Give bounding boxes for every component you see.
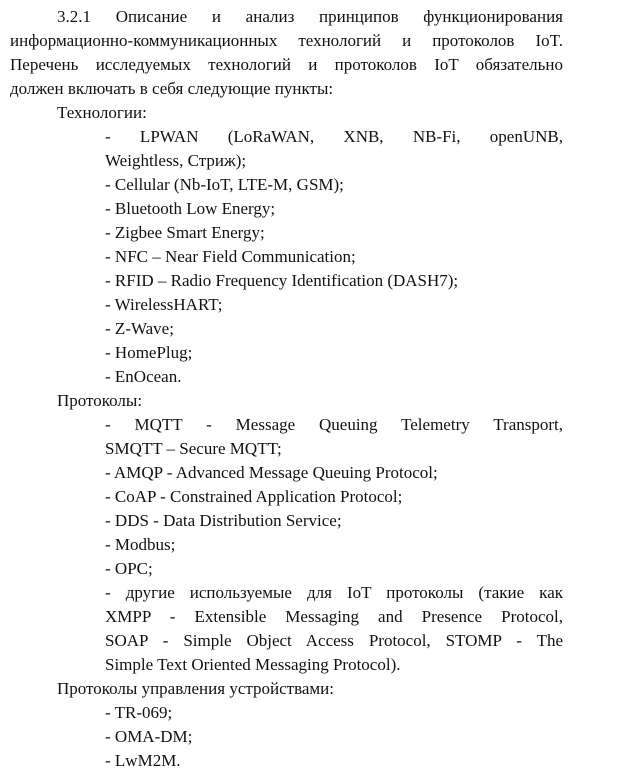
device-management-item: - LwM2M.	[105, 751, 181, 770]
protocol-item: - MQTT - Message Queuing Telemetry Transport,	[105, 415, 563, 434]
protocol-item: - OPC;	[105, 559, 153, 578]
technology-item: - Cellular (Nb-IoT, LTE-M, GSM);	[105, 175, 344, 194]
device-management-item: - TR-069;	[105, 703, 173, 722]
technology-item: Weightless, Стриж);	[105, 151, 247, 170]
intro-line-2: информационно-коммуникационных технологий и протоколов IoT.	[10, 31, 563, 50]
technology-item: - RFID – Radio Frequency Identification (DASH7);	[105, 271, 459, 290]
technology-item: - Zigbee Smart Energy;	[105, 223, 265, 242]
protocol-item: - DDS - Data Distribution Service;	[105, 511, 342, 530]
technology-item: - WirelessHART;	[105, 295, 223, 314]
technology-item: - Bluetooth Low Energy;	[105, 199, 276, 218]
device-management-item: - OMA-DM;	[105, 727, 193, 746]
protocol-item: XMPP - Extensible Messaging and Presence Protocol,	[105, 607, 563, 626]
protocol-item: - другие используемые для IoT протоколы (такие как	[105, 583, 563, 602]
technology-item: - HomePlug;	[105, 343, 193, 362]
technology-item: - LPWAN (LoRaWAN, XNB, NB-Fi, openUNB,	[105, 127, 563, 146]
protocol-item: Simple Text Oriented Messaging Protocol).	[105, 655, 401, 674]
protocols-heading: Протоколы:	[57, 391, 143, 410]
intro-line-1: 3.2.1 Описание и анализ принципов функционирования	[57, 7, 563, 26]
technologies-heading: Технологии:	[57, 103, 147, 122]
device-management-heading: Протоколы управления устройствами:	[57, 679, 335, 698]
protocol-item: SMQTT – Secure MQTT;	[105, 439, 282, 458]
protocol-item: - CoAP - Constrained Application Protocol;	[105, 487, 403, 506]
clipped-previous-line	[10, 0, 190, 3]
protocol-item: SOAP - Simple Object Access Protocol, STOMP - The	[105, 631, 563, 650]
technology-item: - Z-Wave;	[105, 319, 174, 338]
intro-line-3: Перечень исследуемых технологий и протоколов IoT обязательно	[10, 55, 563, 74]
protocol-item: - Modbus;	[105, 535, 176, 554]
intro-line-4: должен включать в себя следующие пункты:	[10, 79, 334, 98]
technology-item: - EnOcean.	[105, 367, 182, 386]
protocol-item: - AMQP - Advanced Message Queuing Protocol;	[105, 463, 438, 482]
technology-item: - NFC – Near Field Communication;	[105, 247, 356, 266]
